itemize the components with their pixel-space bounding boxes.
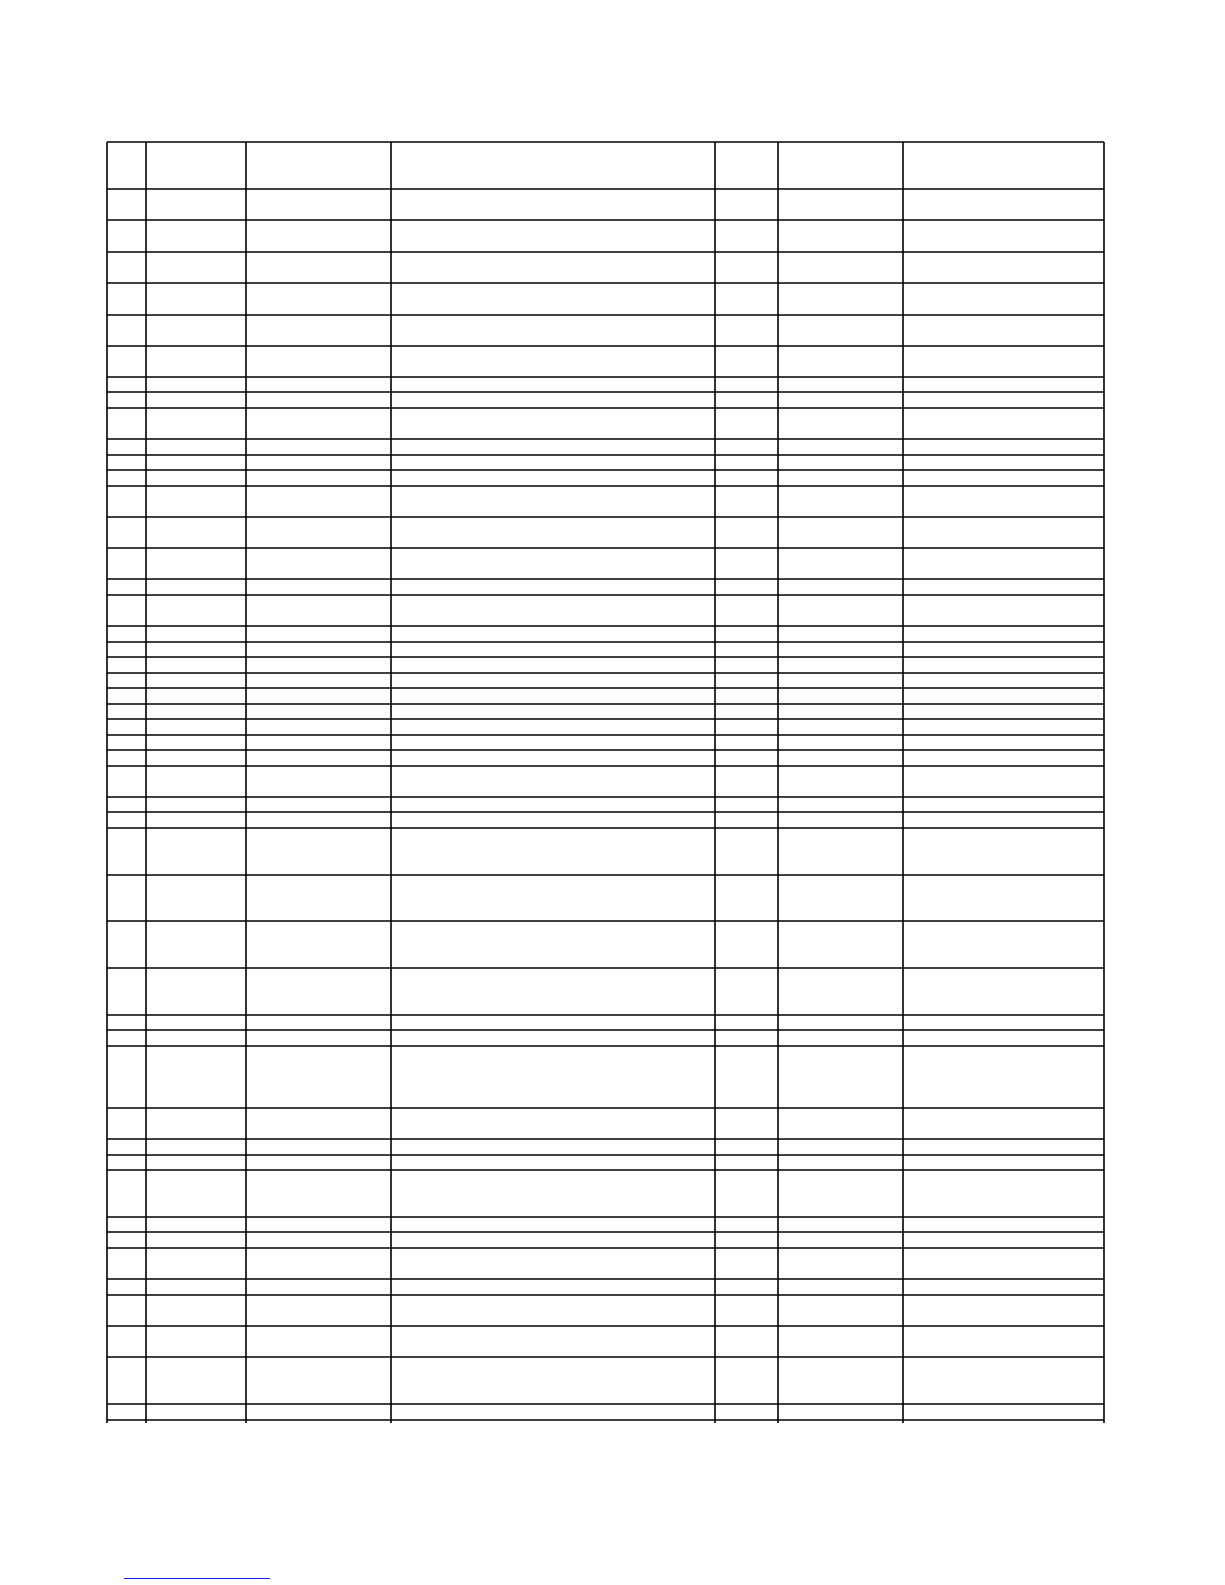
footer-link-underline[interactable]: [124, 1578, 270, 1585]
